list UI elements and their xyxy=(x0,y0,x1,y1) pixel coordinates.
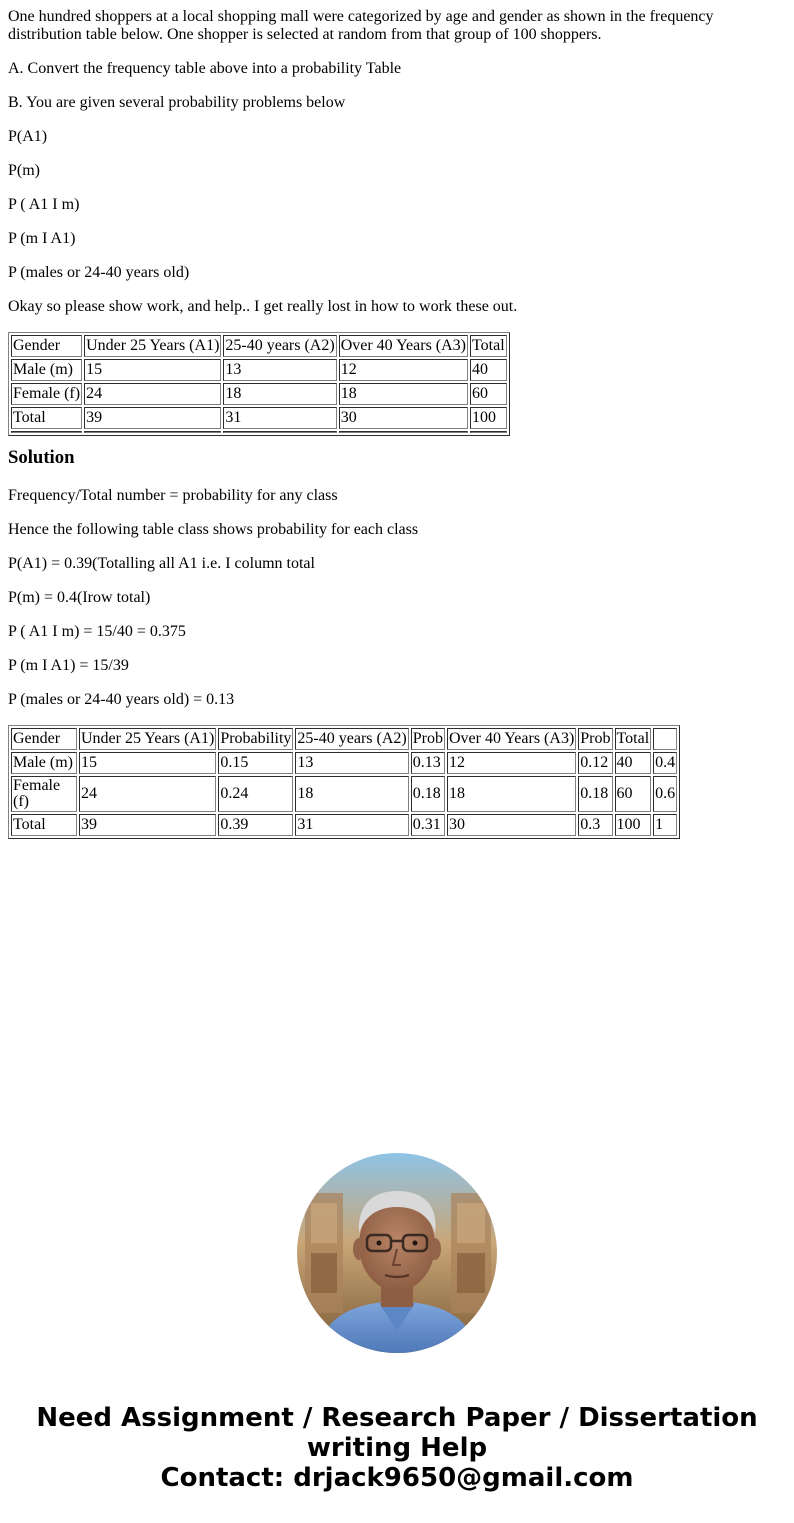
solution-heading: Solution xyxy=(8,447,75,468)
table-cell: 24 xyxy=(79,776,216,812)
table-header-cell: Over 40 Years (A3) xyxy=(447,728,576,750)
table-cell: 18 xyxy=(295,776,408,812)
problem-item: P (males or 24-40 years old) xyxy=(8,264,190,281)
table-cell: 0.3 xyxy=(578,814,612,836)
solution-line: P(A1) = 0.39(Totalling all A1 i.e. I column total xyxy=(8,555,315,572)
table-cell: 100 xyxy=(615,814,652,836)
problem-item: P(A1) xyxy=(8,128,48,145)
table-cell: 18 xyxy=(447,776,576,812)
table-cell: 15 xyxy=(79,752,216,774)
table-cell: 0.18 xyxy=(578,776,612,812)
table-cell: 40 xyxy=(470,359,507,381)
table-cell: Female (f) xyxy=(11,776,77,812)
table-header-cell: Under 25 Years (A1) xyxy=(84,335,221,357)
table-cell: 0.31 xyxy=(411,814,445,836)
table-cell: 31 xyxy=(223,407,336,429)
table-row xyxy=(11,407,507,429)
promo-banner xyxy=(0,1403,794,1493)
problem-item: P ( A1 I m) xyxy=(8,196,80,213)
table-cell: 0.12 xyxy=(578,752,612,774)
table-cell: 24 xyxy=(84,383,221,405)
table-cell: 30 xyxy=(339,407,468,429)
table-cell: 40 xyxy=(615,752,652,774)
solution-line: P (m I A1) = 15/39 xyxy=(8,657,129,674)
table-cell: 30 xyxy=(447,814,576,836)
table-cell: 60 xyxy=(470,383,507,405)
question-part-b: B. You are given several probability problems below xyxy=(8,94,346,111)
table-cell: 39 xyxy=(84,407,221,429)
table-cell: 1 xyxy=(653,814,677,836)
table-cell: Male (m) xyxy=(11,752,77,774)
problem-item: P(m) xyxy=(8,162,40,179)
table-cell: 15 xyxy=(84,359,221,381)
table-cell: 12 xyxy=(339,359,468,381)
table-header-cell: Under 25 Years (A1) xyxy=(79,728,216,750)
table-cell: 0.6 xyxy=(653,776,677,812)
table-cell: 0.39 xyxy=(218,814,293,836)
solution-line: P(m) = 0.4(Irow total) xyxy=(8,589,151,606)
table-header-cell: Over 40 Years (A3) xyxy=(339,335,468,357)
table-cell: 31 xyxy=(295,814,408,836)
frequency-table xyxy=(8,332,510,436)
table-row xyxy=(11,814,677,836)
table-cell: 100 xyxy=(470,407,507,429)
table-cell: Male (m) xyxy=(11,359,82,381)
portrait-image xyxy=(297,1153,497,1353)
promo-line: Need Assignment / Research Paper / Dissertation xyxy=(36,1403,758,1433)
problem-item: P (m I A1) xyxy=(8,230,76,247)
solution-line: P (males or 24-40 years old) = 0.13 xyxy=(8,691,235,708)
table-cell: Total xyxy=(11,814,77,836)
table-header-cell: Gender xyxy=(11,335,82,357)
promo-line: writing Help xyxy=(306,1433,488,1463)
table-cell: 0.18 xyxy=(411,776,445,812)
table-header-row xyxy=(11,335,507,357)
table-cell: 0.24 xyxy=(218,776,293,812)
table-row xyxy=(11,359,507,381)
table-row xyxy=(11,752,677,774)
table-cell: Total xyxy=(11,407,82,429)
table-header-cell: Total xyxy=(615,728,652,750)
table-header-cell: Gender xyxy=(11,728,77,750)
question-intro: One hundred shoppers at a local shopping mall were categorized by age and gender as shown in the frequency distribution table below. One shopper is selected at random from that group of 100 shoppers. xyxy=(8,8,714,43)
table-header-cell: Total xyxy=(470,335,507,357)
avatar xyxy=(297,1153,497,1353)
table-header-cell: Prob xyxy=(578,728,612,750)
table-header-row xyxy=(11,728,677,750)
table-cell: Female (f) xyxy=(11,383,82,405)
probability-table xyxy=(8,725,680,839)
table-cell: 0.15 xyxy=(218,752,293,774)
promo-contact: Contact: drjack9650@gmail.com xyxy=(160,1463,634,1493)
table-cell: 60 xyxy=(615,776,652,812)
table-cell: 0.13 xyxy=(411,752,445,774)
table-header-cell: 25-40 years (A2) xyxy=(223,335,336,357)
solution-line: Hence the following table class shows probability for each class xyxy=(8,521,419,538)
table-cell: 39 xyxy=(79,814,216,836)
table-cell: 18 xyxy=(223,383,336,405)
table-cell: 13 xyxy=(295,752,408,774)
table-header-cell xyxy=(653,728,677,750)
question-closing: Okay so please show work, and help.. I get really lost in how to work these out. xyxy=(8,298,518,315)
table-header-cell: 25-40 years (A2) xyxy=(295,728,408,750)
table-header-cell: Probability xyxy=(218,728,293,750)
solution-line: Frequency/Total number = probability for any class xyxy=(8,487,338,504)
question-part-a: A. Convert the frequency table above into a probability Table xyxy=(8,60,402,77)
table-cell: 18 xyxy=(339,383,468,405)
table-cell: 13 xyxy=(223,359,336,381)
table-empty-row xyxy=(11,431,507,433)
table-cell: 12 xyxy=(447,752,576,774)
table-cell: 0.4 xyxy=(653,752,677,774)
table-row xyxy=(11,776,677,812)
table-row xyxy=(11,383,507,405)
table-header-cell: Prob xyxy=(411,728,445,750)
solution-line: P ( A1 I m) = 15/40 = 0.375 xyxy=(8,623,186,640)
